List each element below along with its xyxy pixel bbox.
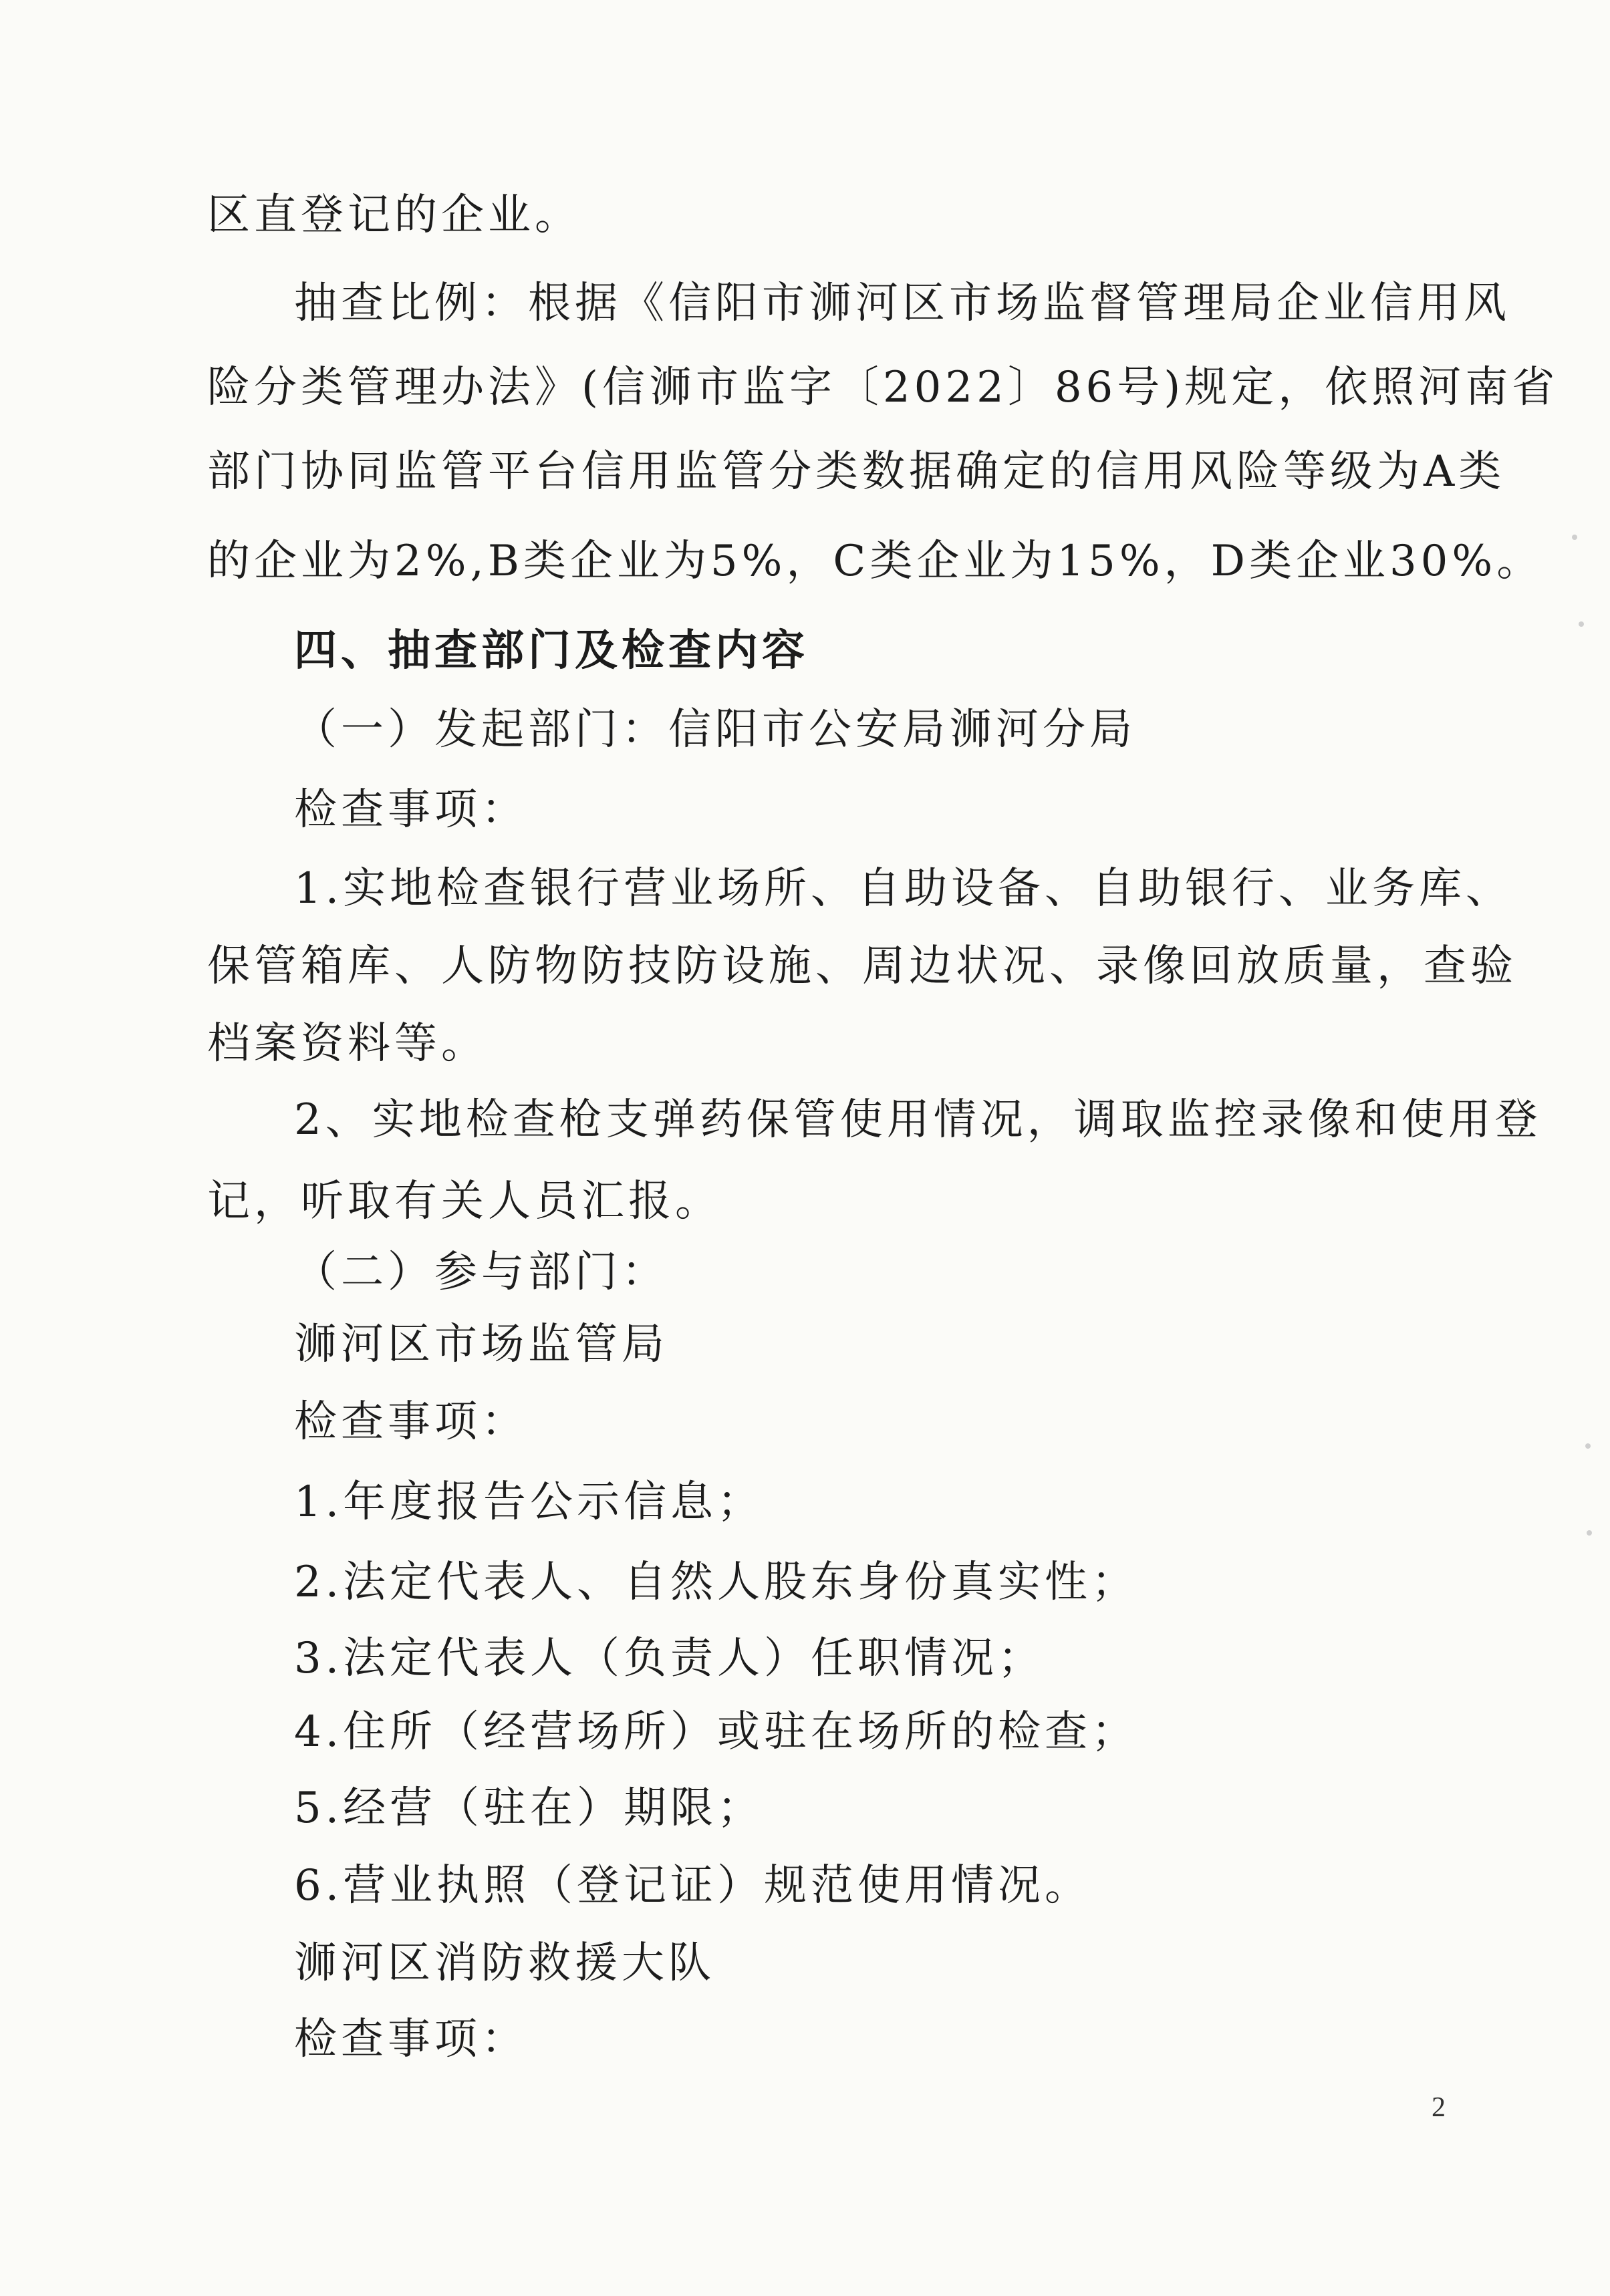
scan-speck: [1587, 1530, 1592, 1536]
text-line-10: 保管箱库、人防物防技防设施、周边状况、录像回放质量，查验: [207, 942, 1517, 991]
text-line-22: 6.营业执照（登记证）规范使用情况。: [294, 1861, 1092, 1910]
text-line-19: 3.法定代表人（负责人）任职情况；: [294, 1634, 1045, 1683]
text-line-4: 部门协同监管平台信用监管分类数据确定的信用风险等级为A类: [207, 447, 1506, 496]
text-line-24: 检查事项：: [294, 2015, 528, 2064]
text-line-11: 档案资料等。: [207, 1019, 488, 1068]
scan-speck: [1579, 621, 1584, 627]
text-line-2: 抽查比例：根据《信阳市浉河区市场监督管理局企业信用风: [294, 279, 1510, 328]
text-line-8: 检查事项：: [294, 785, 528, 835]
text-line-3: 险分类管理办法》(信浉市监字〔2022〕86号)规定，依照河南省: [207, 363, 1559, 412]
text-line-15: 浉河区市场监管局: [294, 1320, 668, 1369]
text-line-14: （二）参与部门：: [294, 1248, 668, 1297]
text-line-16: 检查事项：: [294, 1397, 528, 1447]
text-line-21: 5.经营（驻在）期限；: [294, 1783, 765, 1833]
scan-speck: [1572, 535, 1577, 540]
scan-speck: [1585, 1443, 1591, 1449]
section-heading: 四、抽查部门及检查内容: [294, 626, 809, 676]
text-line-5: 的企业为2%,B类企业为5%，C类企业为15%，D类企业30%。: [207, 537, 1544, 586]
text-line-7: （一）发起部门：信阳市公安局浉河分局: [294, 705, 1136, 754]
text-line-9: 1.实地检查银行营业场所、自助设备、自助银行、业务库、: [294, 864, 1513, 913]
text-line-23: 浉河区消防救援大队: [294, 1939, 715, 1988]
page-number: 2: [1432, 2092, 1446, 2123]
text-line-1: 区直登记的企业。: [207, 190, 581, 240]
text-line-20: 4.住所（经营场所）或驻在场所的检查；: [294, 1707, 1139, 1757]
text-line-13: 记，听取有关人员汇报。: [207, 1177, 722, 1226]
text-line-18: 2.法定代表人、自然人股东身份真实性；: [294, 1558, 1139, 1607]
text-line-17: 1.年度报告公示信息；: [294, 1477, 765, 1527]
text-line-12: 2、实地检查枪支弹药保管使用情况，调取监控录像和使用登: [294, 1095, 1542, 1145]
